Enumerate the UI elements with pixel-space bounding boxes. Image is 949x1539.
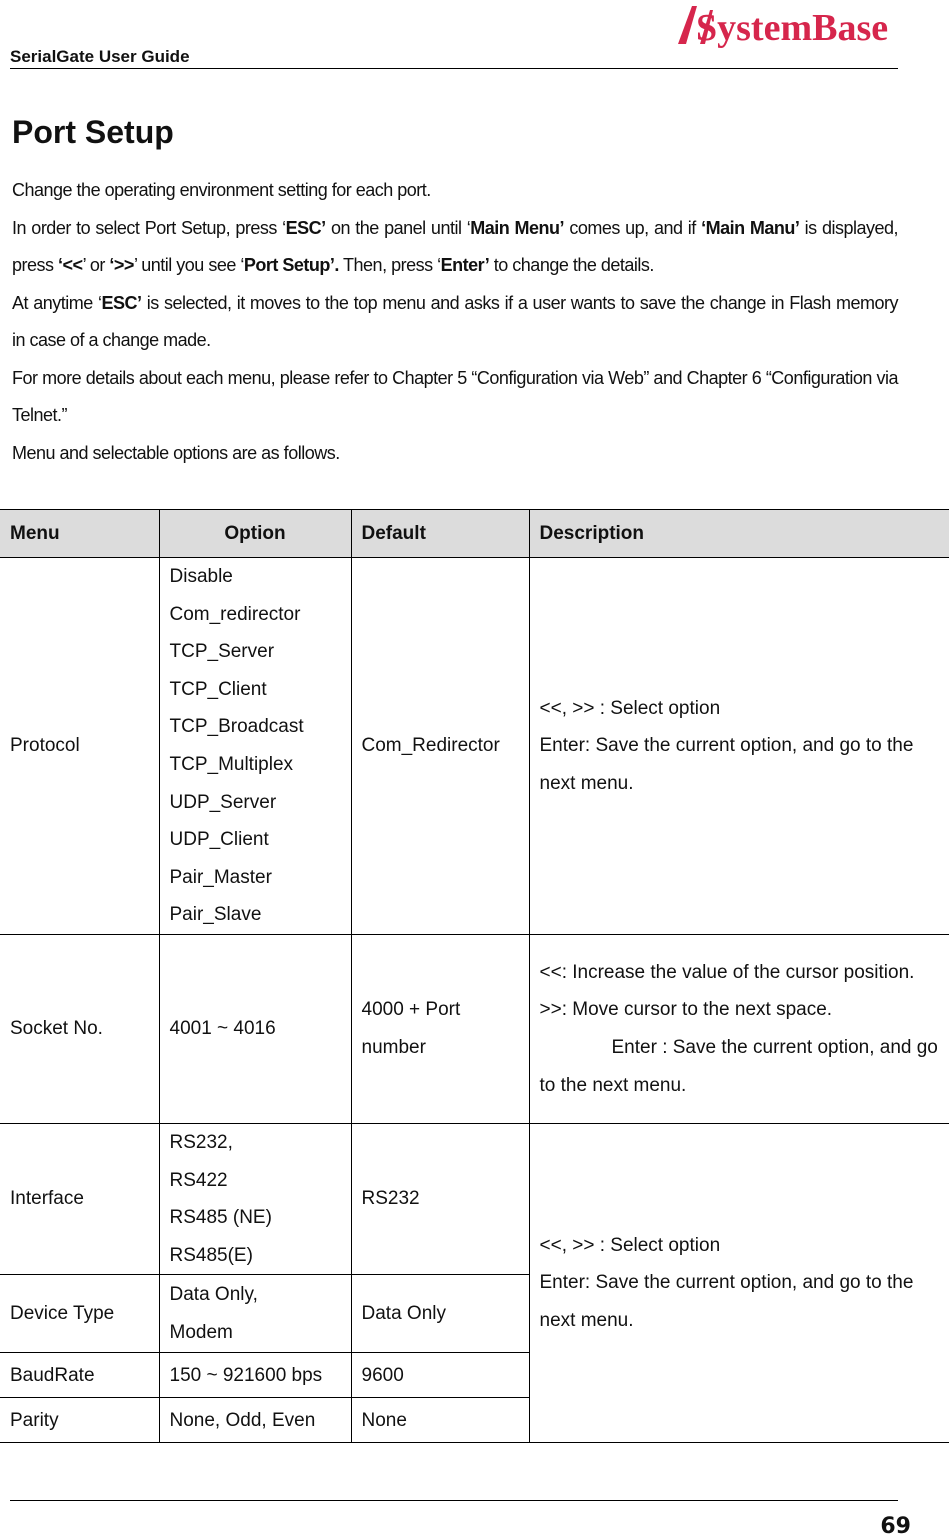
table-row-protocol (0, 558, 949, 935)
list-item: TCP_Server (169, 641, 275, 663)
protocol-description: <<, >> : Select option Enter: Save the current option, and go to the next menu. (529, 558, 949, 935)
list-item: Pair_Slave (169, 904, 262, 926)
protocol-menu: Protocol (0, 558, 159, 935)
parity-menu: Parity (0, 1398, 159, 1443)
systembase-logo (670, 0, 896, 48)
page-title: Port Setup (12, 114, 174, 150)
list-item: Data Only, (169, 1284, 258, 1306)
table-header-row (0, 510, 949, 558)
page-number: 69 (880, 1514, 911, 1539)
port-setup-table (0, 509, 949, 1443)
header-menu: Menu (0, 510, 159, 558)
svg-text:SystemBase: SystemBase (696, 7, 889, 48)
protocol-default: Com_Redirector (351, 558, 529, 935)
list-item: Modem (169, 1321, 233, 1343)
intro-text (12, 172, 898, 472)
baudrate-option: 150 ~ 921600 bps (159, 1353, 351, 1398)
list-item: TCP_Client (169, 678, 267, 700)
device-type-default: Data Only (351, 1275, 529, 1353)
list-item: RS485(E) (169, 1244, 253, 1266)
intro-line: Change the operating environment setting for each port. (12, 180, 431, 200)
list-item: Com_redirector (169, 603, 301, 625)
device-type-menu: Device Type (0, 1275, 159, 1353)
device-type-options (159, 1275, 351, 1353)
intro-paragraph-table-lead: Menu and selectable options are as follows. (12, 442, 340, 463)
interface-menu: Interface (0, 1124, 159, 1275)
page-header (10, 0, 898, 69)
list-item: Disable (169, 566, 233, 588)
list-item: UDP_Client (169, 829, 269, 851)
socket-description: <<: Increase the value of the cursor position. >>: Move cursor to the next space. Enter : Save the current option, and go to the next menu. (529, 935, 949, 1124)
guide-title: SerialGate User Guide (10, 47, 190, 66)
shared-description: <<, >> : Select option Enter: Save the current option, and go to the next menu. (529, 1124, 949, 1443)
intro-paragraph-select: In order to select Port Setup, press ‘ESC’ on the panel until ‘Main Menu’ comes up, and if ‘Main Manu’ is displayed, press ‘<<’ or ‘>>’ until you see ‘Port Setup’. Then, press ‘Enter’ to change the details. (12, 217, 899, 275)
logo-swoosh-icon (678, 6, 697, 44)
parity-default: None (351, 1398, 529, 1443)
footer-divider (10, 1500, 898, 1501)
interface-options (159, 1124, 351, 1275)
interface-default: RS232 (351, 1124, 529, 1275)
protocol-options (159, 558, 351, 935)
header-description: Description (529, 510, 949, 558)
list-item: RS422 (169, 1169, 228, 1191)
intro-paragraph-reference: For more details about each menu, please refer to Chapter 5 “Configuration via Web” and Chapter 6 “Configuration via Telnet.” (12, 367, 898, 425)
baudrate-menu: BaudRate (0, 1353, 159, 1398)
list-item: RS485 (NE) (169, 1207, 272, 1229)
list-item: RS232, (169, 1132, 233, 1153)
list-item: TCP_Broadcast (169, 716, 304, 738)
socket-default: 4000 + Port number (351, 935, 529, 1124)
baudrate-default: 9600 (351, 1353, 529, 1398)
list-item: UDP_Server (169, 791, 277, 813)
socket-option: 4001 ~ 4016 (159, 935, 351, 1124)
parity-option: None, Odd, Even (159, 1398, 351, 1443)
table-row-socket (0, 935, 949, 1124)
header-default: Default (351, 510, 529, 558)
list-item: Pair_Master (169, 866, 272, 888)
table-row-interface (0, 1124, 949, 1275)
socket-menu: Socket No. (0, 935, 159, 1124)
intro-paragraph-esc: At anytime ‘ESC’ is selected, it moves to the top menu and asks if a user wants to save the change in Flash memory in case of a change made. (12, 292, 898, 350)
header-option: Option (159, 510, 351, 558)
list-item: TCP_Multiplex (169, 754, 294, 775)
